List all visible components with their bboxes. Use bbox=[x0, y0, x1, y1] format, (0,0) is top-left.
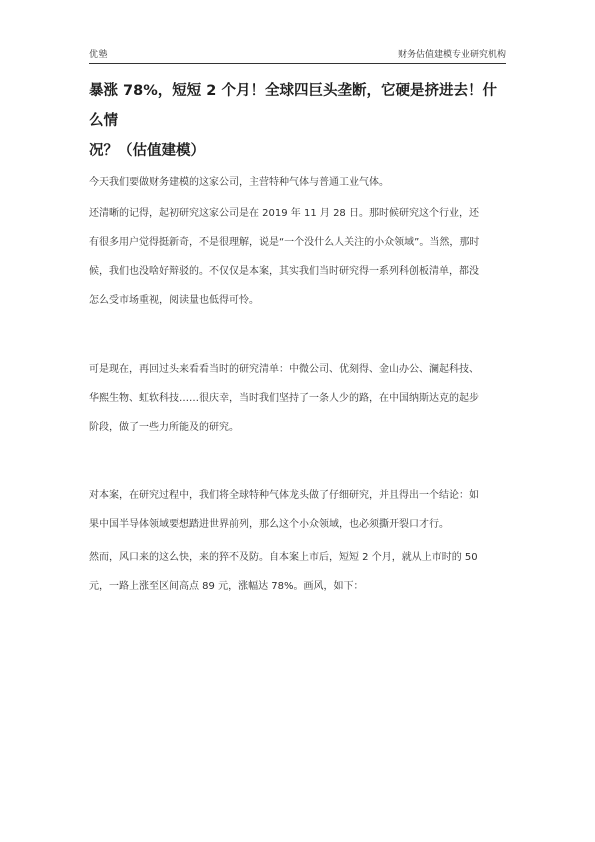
paragraph-line: 元，一路上涨至区间高点 89 元，涨幅达 78%。画风，如下： bbox=[89, 581, 364, 592]
paragraph-line: 怎么受市场重视，阅读量也低得可怜。 bbox=[89, 295, 259, 306]
paragraph-line: 今天我们要做财务建模的这家公司，主营特种气体与普通工业气体。 bbox=[89, 177, 389, 188]
page-header bbox=[89, 38, 506, 64]
paragraph-line: 对本案，在研究过程中，我们将全球特种气体龙头做了仔细研究，并且得出一个结论：如 bbox=[89, 490, 479, 501]
paragraph-line: 然而，风口来的这么快，来的猝不及防。自本案上市后，短短 2 个月，就从上市时的 50 bbox=[89, 552, 478, 563]
paragraph-line: 候，我们也没啥好辩驳的。不仅仅是本案，其实我们当时研究得一系列科创板清单，都没 bbox=[89, 266, 479, 277]
article-title-line-2: 况？（估值建模） bbox=[89, 143, 205, 159]
paragraph-line: 还清晰的记得，起初研究这家公司是在 2019 年 11 月 28 日。那时候研究这个行业，还 bbox=[89, 208, 479, 219]
paragraph-line: 果中国半导体领域要想踏进世界前列，那么这个小众领域，也必须撕开裂口才行。 bbox=[89, 519, 449, 530]
paragraph-line: 阶段，做了一些力所能及的研究。 bbox=[89, 422, 239, 433]
paragraph-line: 华熙生物、虹软科技……很庆幸，当时我们坚持了一条人少的路，在中国纳斯达克的起步 bbox=[89, 393, 479, 404]
article-title bbox=[89, 76, 509, 166]
header-brand: 优塾 bbox=[89, 50, 109, 60]
header-tagline: 财务估值建模专业研究机构 bbox=[397, 50, 506, 60]
paragraph-line: 可是现在，再回过头来看看当时的研究清单：中微公司、优刻得、金山办公、澜起科技、 bbox=[89, 364, 479, 375]
paragraph-line: 有很多用户觉得挺新奇，不是很理解，说是“一个没什么人关注的小众领域”。当然，那时 bbox=[89, 237, 480, 248]
article-title-line-1: 暴涨 78%，短短 2 个月！全球四巨头垄断，它硬是挤进去！什么情 bbox=[89, 83, 497, 129]
